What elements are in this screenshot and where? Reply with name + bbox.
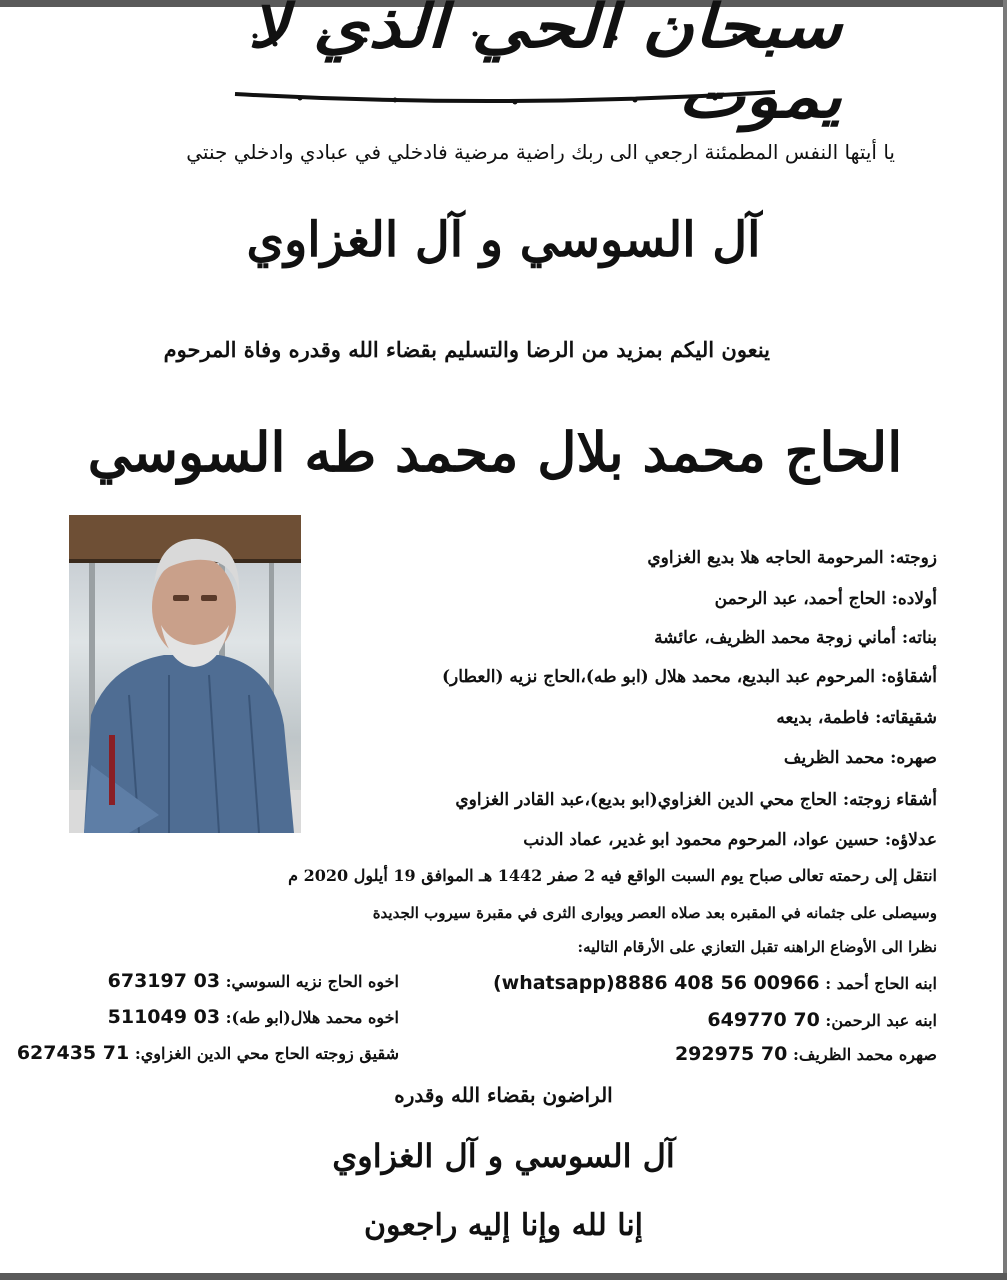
contact-number: 71 627435 — [16, 1042, 130, 1064]
contact-mohammad-hilal: اخوه محمد هلال(ابو طه): 03 511049 — [107, 1006, 399, 1028]
quran-verse: يا أيتها النفس المطمئنة ارجعي الى ربك راضية مرضية فادخلي في عبادي وادخلي جنتي — [186, 140, 895, 164]
contact-number: 70 292975 — [674, 1043, 788, 1065]
deceased-name: الحاج محمد بلال محمد طه السوسي — [87, 420, 903, 484]
closing-accepting: الراضون بقضاء الله وقدره — [394, 1083, 613, 1107]
death-info: انتقل إلى رحمته تعالى صباح يوم السبت الواقع فيه 2 صفر 1442 هـ الموافق 19 أيلول 2020 م — [288, 866, 937, 885]
relative-daughters: بناته: أماني زوجة محمد الظريف، عائشة — [654, 628, 937, 648]
contact-number: 70 649770 — [707, 1009, 820, 1031]
closing-families: آل السوسي و آل الغزاوي — [332, 1137, 675, 1175]
contact-number: 03 511049 — [107, 1006, 221, 1028]
deceased-photo — [69, 515, 301, 833]
contact-number: 00966 56 408 8886(whatsapp) — [492, 972, 820, 994]
relative-wife-brothers: أشقاء زوجته: الحاج محي الدين الغزاوي(ابو بديع)،عبد القادر الغزاوي — [455, 790, 937, 810]
condolence-note: نظرا الى الأوضاع الراهنه تقبل التعازي على الأرقام التاليه: — [577, 938, 937, 956]
calligraphy-text: سبحان الحي الذي لا يموت — [247, 0, 842, 132]
funeral-info: وسيصلى على جثمانه في المقبره بعد صلاه العصر ويوارى الثرى في مقبرة سيروب الجديدة — [372, 904, 937, 922]
contact-nazih: اخوه الحاج نزيه السوسي: 03 673197 — [107, 970, 399, 992]
families-title: آل السوسي و آل الغزاوي — [246, 212, 761, 268]
relative-sisters: شقيقاته: فاطمة، بديعه — [776, 708, 937, 728]
calligraphy-header — [215, 0, 842, 132]
relative-sons: أولاده: الحاج أحمد، عبد الرحمن — [714, 589, 937, 609]
contact-mohieddine: شقيق زوجته الحاج محي الدين الغزاوي: 71 627435 — [16, 1042, 399, 1064]
announcement-line: ينعون اليكم بمزيد من الرضا والتسليم بقضاء الله وقدره وفاة المرحوم — [163, 337, 770, 362]
relative-brothers-in-law: عدلاؤه: حسين عواد، المرحوم محمود ابو غدير، عماد الدنب — [523, 830, 937, 850]
closing-verse: إنا لله وإنا إليه راجعون — [363, 1208, 644, 1243]
contact-mohammad-alzarif: صهره محمد الظريف: 70 292975 — [674, 1043, 937, 1065]
bottom-border — [0, 1273, 1007, 1280]
contact-abdulrahman: ابنه عبد الرحمن: 70 649770 — [707, 1009, 937, 1031]
contact-ahmad: ابنه الحاج أحمد : 00966 56 408 8886(whatsapp) — [492, 972, 937, 994]
contact-number: 03 673197 — [107, 970, 221, 992]
relative-son-in-law: صهره: محمد الظريف — [783, 748, 937, 768]
portrait-illustration — [69, 515, 301, 833]
relative-wife: زوجته: المرحومة الحاجه هلا بديع الغزاوي — [647, 548, 937, 568]
relative-brothers: أشقاؤه: المرحوم عبد البديع، محمد هلال (ابو طه)،الحاج نزيه (العطار) — [441, 667, 937, 687]
